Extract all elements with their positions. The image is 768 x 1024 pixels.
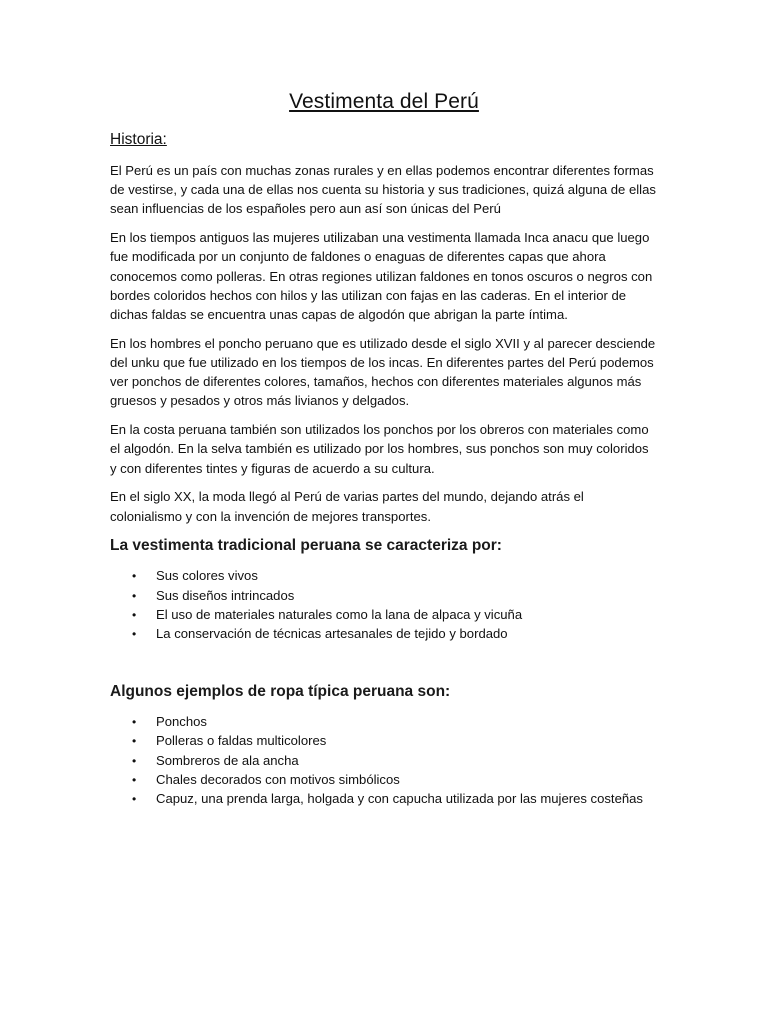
paragraph: En los tiempos antiguos las mujeres utilizaban una vestimenta llamada Inca anacu que luego fue modificada por un conjunto de faldones o enaguas de diferentes capas que ahora conocemos como polleras. En otras regiones utilizan faldones en tonos oscuros o negros con bordes coloridos hechos con hilos y las utilizan con fajas en las caderas. En el interior de dichas faldas se encuentra unas capas de algodón que abrigan la parte íntima.	[110, 230, 653, 323]
bullet-icon: •	[132, 607, 137, 622]
characteristics-list	[110, 566, 658, 643]
bullet-icon: •	[132, 569, 137, 584]
bullet-icon: •	[132, 753, 137, 768]
list-item-text: Sus diseños intrincados	[156, 587, 295, 603]
paragraph: El Perú es un país con muchas zonas rurales y en ellas podemos encontrar diferentes formas de vestirse, y cada una de ellas nos cuenta su historia y sus tradiciones, quizá alguna de ellas sean influencias de los españoles pero aun así son únicas del Perú	[110, 163, 656, 217]
list-item	[110, 770, 658, 789]
list-item	[110, 789, 658, 808]
examples-list	[110, 712, 658, 808]
bullet-icon: •	[132, 772, 137, 787]
list-item	[110, 566, 658, 585]
list-item-text: Polleras o faldas multicolores	[156, 733, 327, 749]
paragraph: En el siglo XX, la moda llegó al Perú de varias partes del mundo, dejando atrás el colonialismo y con la invención de mejores transportes.	[110, 489, 584, 524]
list-item-text: Ponchos	[156, 714, 207, 730]
list-item	[110, 751, 658, 770]
list-item	[110, 586, 658, 605]
examples-heading: Algunos ejemplos de ropa típica peruana son:	[110, 683, 451, 701]
list-item-text: Sombreros de ala ancha	[156, 752, 299, 768]
list-item-text: Sus colores vivos	[156, 568, 258, 584]
paragraph: En los hombres el poncho peruano que es utilizado desde el siglo XVII y al parecer desciende del unku que fue utilizado en los tiempos de los incas. En diferentes partes del Perú podemos ver ponchos de diferentes colores, tamaños, hechos con diferentes materiales algunos más gruesos y pesados y otros más livianos y delgados.	[110, 335, 656, 409]
document-title: Vestimenta del Perú	[289, 90, 479, 113]
bullet-icon: •	[132, 715, 137, 730]
bullet-icon: •	[132, 734, 137, 749]
paragraph: En la costa peruana también son utilizados los ponchos por los obreros con materiales como el algodón. En la selva también es utilizado por los hombres, sus ponchos son muy coloridos y con diferentes tintes y figuras de acuerdo a su cultura.	[110, 422, 649, 476]
bullet-icon: •	[132, 588, 137, 603]
list-item	[110, 731, 658, 750]
list-item	[110, 605, 658, 624]
list-item	[110, 712, 658, 731]
bullet-icon: •	[132, 792, 137, 807]
characteristics-heading: La vestimenta tradicional peruana se caracteriza por:	[110, 537, 502, 555]
list-item-text: Chales decorados con motivos simbólicos	[156, 771, 400, 787]
list-item-text: La conservación de técnicas artesanales de tejido y bordado	[156, 626, 508, 642]
document-page	[110, 88, 658, 808]
bullet-icon: •	[132, 627, 137, 642]
history-heading: Historia:	[110, 131, 167, 148]
list-item-text: El uso de materiales naturales como la lana de alpaca y vicuña	[156, 606, 523, 622]
list-item-text: Capuz, una prenda larga, holgada y con capucha utilizada por las mujeres costeñas	[156, 791, 643, 807]
list-item	[110, 624, 658, 643]
